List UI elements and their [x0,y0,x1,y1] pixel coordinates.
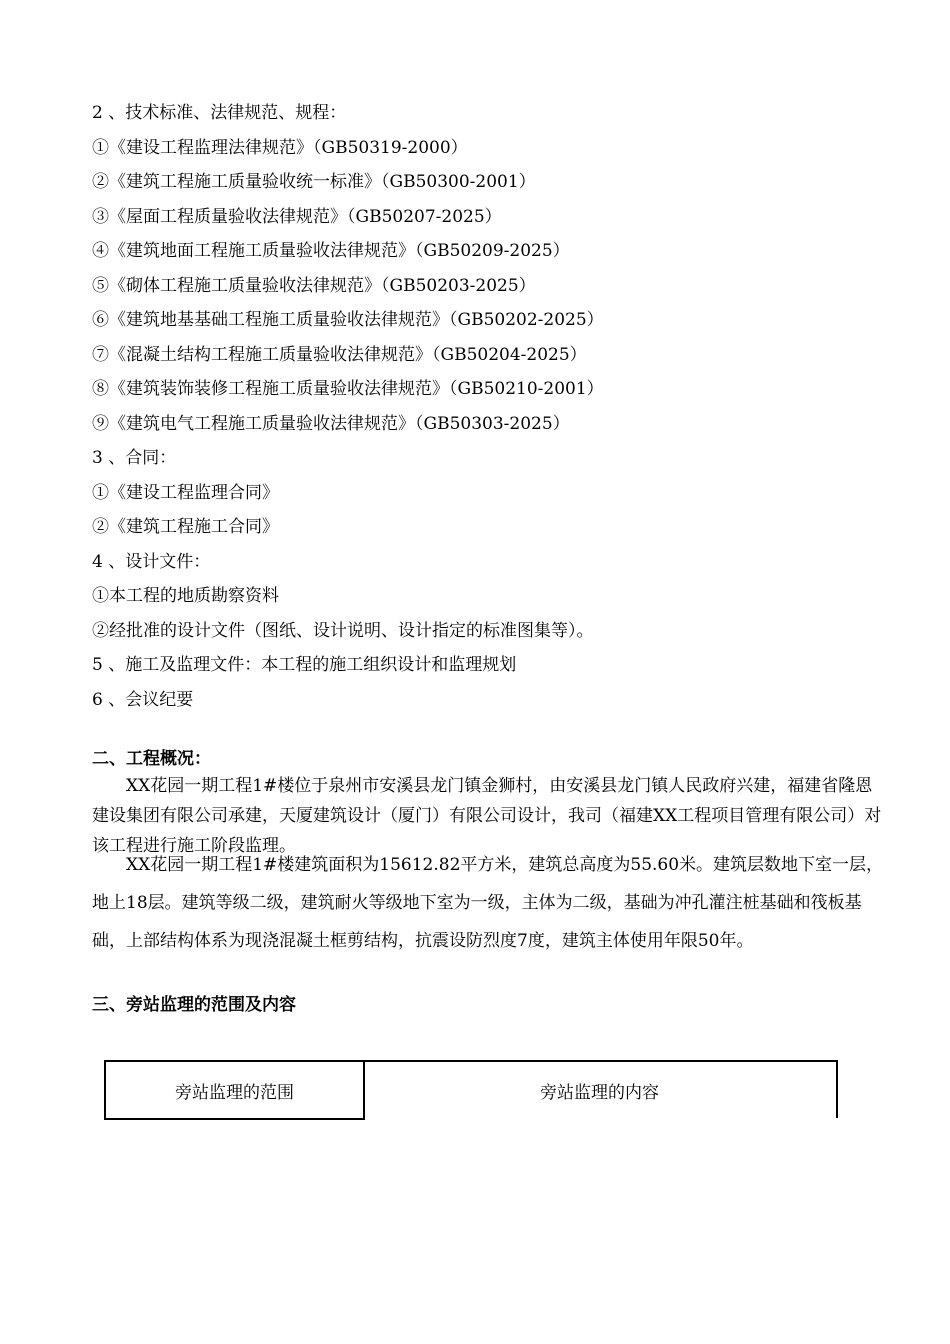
standards-heading: 2 、技术标准、法律规范、规程： [92,103,347,123]
standard-item-7: ⑦《混凝土结构工程施工质量验收法律规范》（GB50204-2025） [92,345,587,365]
contract-item-1: ①《建设工程监理合同》 [92,483,279,503]
design-docs-heading: 4 、设计文件： [92,552,211,572]
design-doc-item-1: ①本工程的地质勘察资料 [92,586,279,606]
scope-heading: 三、旁站监理的范围及内容 [92,995,296,1015]
contract-item-2: ②《建筑工程施工合同》 [92,517,279,537]
standard-item-9: ⑨《建筑电气工程施工质量验收法律规范》（GB50303-2025） [92,414,570,434]
table-header-content: 旁站监理的内容 [363,1060,838,1118]
design-doc-item-2: ②经批准的设计文件（图纸、设计说明、设计指定的标准图集等）。 [92,621,594,641]
standard-item-1: ①《建设工程监理法律规范》（GB50319-2000） [92,138,468,158]
table-header-scope: 旁站监理的范围 [104,1060,365,1120]
contracts-heading: 3 、合同： [92,448,177,468]
overview-paragraph-2: XX花园一期工程1#楼建筑面积为15612.82平方米，建筑总高度为55.60米。建筑层数地下室一层，地上18层。建筑等级二级，建筑耐火等级地下室为一级，主体为二级，基础为冲孔灌注桩基础和筏板基础，上部结构体系为现浇混凝土框剪结构，抗震设防烈度7度，建筑主体使用年限50年。 [92,855,884,951]
standard-item-8: ⑧《建筑装饰装修工程施工质量验收法律规范》（GB50210-2001） [92,379,604,399]
overview-heading: 二、工程概况： [92,749,211,769]
standard-item-4: ④《建筑地面工程施工质量验收法律规范》（GB50209-2025） [92,241,570,261]
standard-item-2: ②《建筑工程施工质量验收统一标准》（GB50300-2001） [92,172,536,192]
construction-docs-line: 5 、施工及监理文件：本工程的施工组织设计和监理规划 [92,655,517,675]
standard-item-6: ⑥《建筑地基基础工程施工质量验收法律规范》（GB50202-2025） [92,310,604,330]
overview-paragraph-1: XX花园一期工程1#楼位于泉州市安溪县龙门镇金狮村，由安溪县龙门镇人民政府兴建，福建省隆恩建设集团有限公司承建，天厦建筑设计（厦门）有限公司设计，我司（福建XX工程项目管理有限公司）对该工程进行施工阶段监理。 [92,776,882,856]
standard-item-5: ⑤《砌体工程施工质量验收法律规范》（GB50203-2025） [92,276,536,296]
scope-table [104,1060,838,1118]
meeting-minutes-line: 6 、会议纪要 [92,690,194,710]
standard-item-3: ③《屋面工程质量验收法律规范》（GB50207-2025） [92,207,502,227]
